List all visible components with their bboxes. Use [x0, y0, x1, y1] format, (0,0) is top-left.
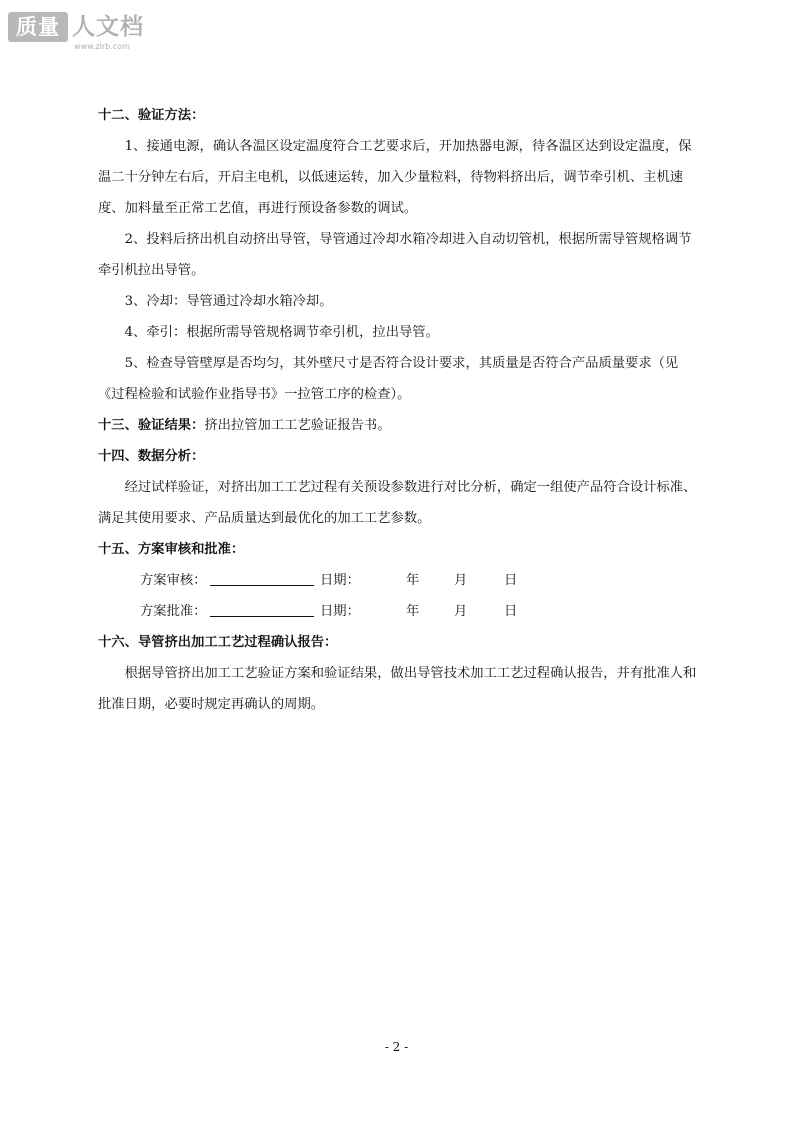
section-13-heading: 十三、验证结果： — [98, 418, 205, 433]
approve-label: 方案批准： — [140, 604, 207, 619]
approve-signature-line — [210, 616, 314, 617]
approve-signature-row — [98, 596, 698, 627]
review-date-label: 日期： — [320, 573, 360, 588]
section-12-paragraph-1: 1、接通电源，确认各温区设定温度符合工艺要求后，开加热器电源，待各温区达到设定温度，保温二十分钟左右后，开启主电机，以低速运转，加入少量粒料，待物料挤出后，调节牵引机、主机速度、加料量至正常工艺值，再进行预设备参数的调试。 — [98, 139, 692, 216]
section-12-paragraph-5: 5、检查导管壁厚是否均匀，其外壁尺寸是否符合设计要求，其质量是否符合产品质量要求（见《过程检验和试验作业指导书》一拉管工序的检查）。 — [98, 356, 679, 402]
review-day: 日 — [504, 573, 518, 588]
section-16-text: 根据导管挤出加工工艺验证方案和验证结果，做出导管技术加工工艺过程确认报告，并有批准人和批准日期，必要时规定再确认的周期。 — [98, 666, 697, 712]
page-number: - 2 - — [384, 1040, 409, 1054]
review-label: 方案审核： — [140, 573, 207, 588]
document-body — [98, 100, 698, 720]
section-13 — [98, 410, 698, 441]
review-month: 月 — [454, 573, 468, 588]
section-12-paragraph-3: 3、冷却：导管通过冷却水箱冷却。 — [124, 294, 333, 309]
logo-url: www.zlrb.com — [74, 42, 130, 51]
section-12-heading: 十二、验证方法： — [98, 108, 205, 123]
section-14-text: 经过试样验证，对挤出加工工艺过程有关预设参数进行对比分析，确定一组使产品符合设计标准、满足其使用要求、产品质量达到最优化的加工工艺参数。 — [98, 480, 697, 526]
review-signature-row — [98, 565, 698, 596]
review-year: 年 — [406, 573, 420, 588]
approve-month: 月 — [454, 604, 468, 619]
review-signature-line — [210, 585, 314, 586]
section-14-heading: 十四、数据分析： — [98, 449, 205, 464]
section-12-paragraph-4: 4、牵引：根据所需导管规格调节牵引机，拉出导管。 — [124, 325, 439, 340]
approve-date-label: 日期： — [320, 604, 360, 619]
section-15-heading: 十五、方案审核和批准： — [98, 542, 245, 557]
section-16-heading: 十六、导管挤出加工工艺过程确认报告： — [98, 635, 338, 650]
logo — [8, 12, 158, 52]
approve-day: 日 — [504, 604, 518, 619]
section-13-text: 挤出拉管加工工艺验证报告书。 — [204, 418, 391, 433]
section-12-paragraph-2: 2、投料后挤出机自动挤出导管，导管通过冷却水箱冷却进入自动切管机，根据所需导管规格调节牵引机拉出导管。 — [98, 232, 692, 278]
logo-mark: 质量 — [8, 12, 68, 42]
logo-word: 人文档 — [72, 14, 144, 40]
approve-year: 年 — [406, 604, 420, 619]
